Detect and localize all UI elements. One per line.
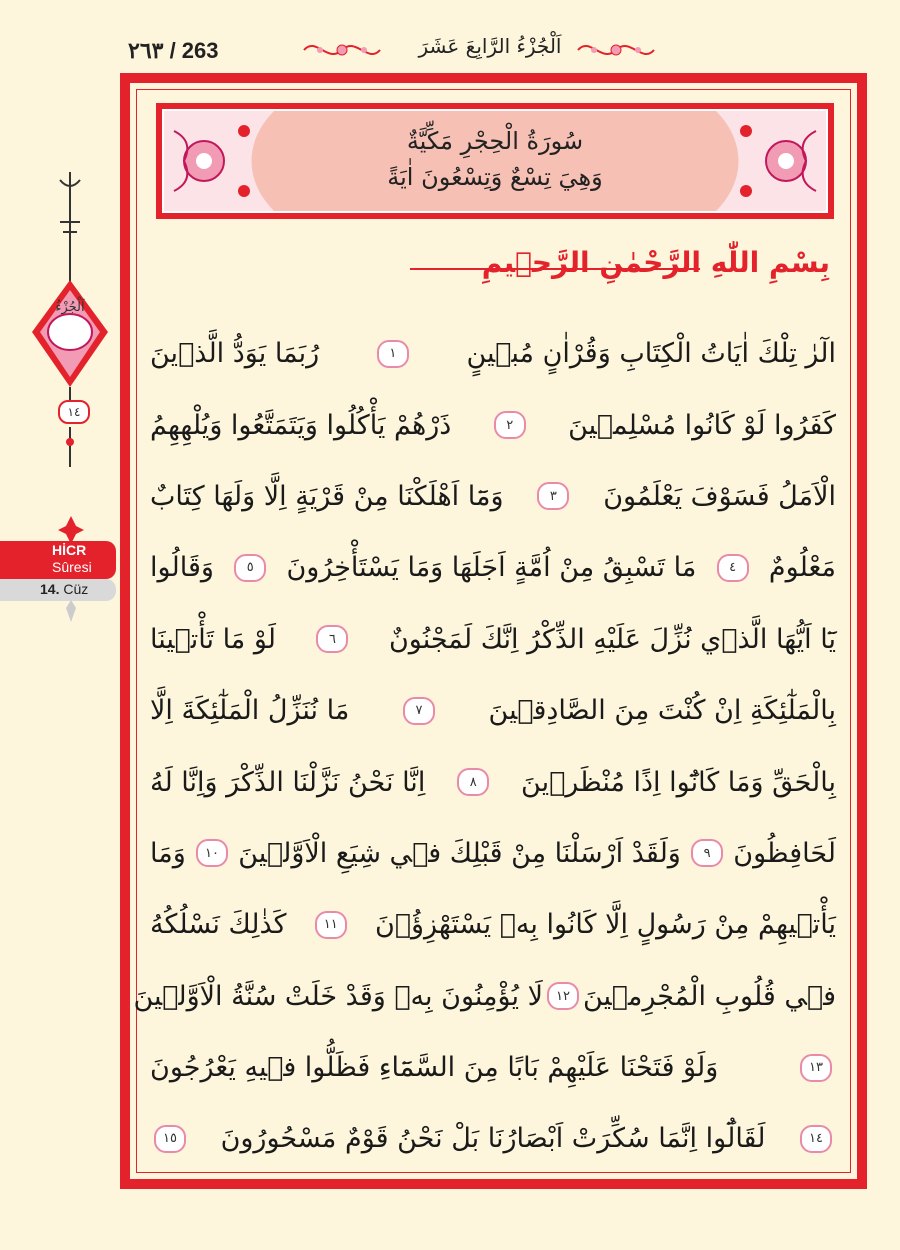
verse-line bbox=[133, 961, 836, 1032]
verse-line bbox=[150, 461, 836, 532]
verse-line bbox=[150, 746, 836, 817]
ayah-number-marker: ٣ bbox=[537, 482, 569, 510]
verse-text: بِالْمَلٰٓئِكَةِ اِنْ كُنْتَ مِنَ الصَّادِق۪ينَ bbox=[488, 695, 836, 727]
ayah-number-marker: ٧ bbox=[403, 697, 435, 725]
basmala: بِسْمِ اللّٰهِ الرَّحْمٰنِ الرَّح۪يمِ bbox=[160, 246, 830, 296]
surah-tab[interactable] bbox=[0, 541, 116, 579]
verse-text: ذَرْهُمْ يَأْكُلُوا وَيَتَمَتَّعُوا وَيُلْهِهِمُ bbox=[150, 409, 452, 441]
ayah-number-marker: ١٤ bbox=[800, 1125, 832, 1153]
ayah-number-marker: ١٢ bbox=[547, 982, 579, 1010]
ayah-number-marker: ٤ bbox=[717, 554, 749, 582]
verse-text: يَٓا اَيُّهَا الَّذ۪ي نُزِّلَ عَلَيْهِ الذِّكْرُ اِنَّكَ لَمَجْنُونٌ bbox=[388, 623, 836, 655]
verse-line bbox=[150, 675, 836, 746]
verse-text: الٓرٰ تِلْكَ اٰيَاتُ الْكِتَابِ وَقُرْاٰنٍ مُب۪ينٍ bbox=[466, 338, 836, 370]
ayah-number-marker: ١٥ bbox=[154, 1125, 186, 1153]
verse-text: لَقَالُٓوا اِنَّمَا سُكِّرَتْ اَبْصَارُنَا بَلْ نَحْنُ قَوْمٌ مَسْحُورُونَ bbox=[220, 1123, 766, 1155]
surah-title: سُورَةُ الْحِجْرِ مَكِّيَّةٌ bbox=[406, 127, 584, 155]
verse-text: اِنَّا نَحْنُ نَزَّلْنَا الذِّكْرَ وَاِنَّا لَهُ bbox=[150, 766, 426, 798]
verse-line bbox=[150, 1103, 836, 1174]
verse-lines bbox=[133, 318, 836, 1175]
header-ornament-right-icon bbox=[576, 38, 656, 62]
verse-line bbox=[150, 889, 836, 960]
tab-ornament-icon bbox=[58, 516, 84, 544]
ayah-number-marker: ٦ bbox=[316, 625, 348, 653]
surah-ornament-left-icon bbox=[164, 111, 274, 211]
juz-label: اَلْجُزْءُ bbox=[55, 300, 85, 315]
verse-line bbox=[150, 1032, 836, 1103]
ayah-number-marker: ٥ bbox=[234, 554, 266, 582]
verse-text: كَذٰلِكَ نَسْلُكُهُ bbox=[150, 909, 287, 941]
verse-text: وَلَوْ فَتَحْنَا عَلَيْهِمْ بَابًا مِنَ السَّمَٓاءِ فَظَلُّوا ف۪يهِ يَعْرُجُونَ bbox=[150, 1052, 719, 1084]
verse-line bbox=[150, 532, 836, 603]
juz-number-badge: ١٤ bbox=[58, 400, 90, 424]
verse-text: لَا يُؤْمِنُونَ بِه۪ وَقَدْ خَلَتْ سُنَّةُ الْاَوَّل۪ينَ bbox=[133, 980, 543, 1012]
verse-text: يَأْت۪يهِمْ مِنْ رَسُولٍ اِلَّا كَانُوا بِه۪ يَسْتَهْزِؤُ۫نَ bbox=[374, 909, 836, 941]
surah-tab-word: Sûresi bbox=[52, 559, 92, 575]
verse-text: وَمَٓا اَهْلَكْنَا مِنْ قَرْيَةٍ اِلَّا وَلَهَا كِتَابٌ bbox=[150, 480, 504, 512]
surah-verse-count: وَهِيَ تِسْعٌ وَتِسْعُونَ اٰيَةً bbox=[387, 163, 603, 191]
verse-text: مَا نُنَزِّلُ الْمَلٰٓئِكَةَ اِلَّا bbox=[150, 695, 350, 727]
verse-text: كَفَرُوا لَوْ كَانُوا مُسْلِم۪ينَ bbox=[568, 409, 836, 441]
ayah-number-marker: ٨ bbox=[457, 768, 489, 796]
verse-text: وَلَقَدْ اَرْسَلْنَا مِنْ قَبْلِكَ ف۪ي شِيَعِ الْاَوَّل۪ينَ bbox=[238, 837, 681, 869]
cuz-tab[interactable] bbox=[0, 579, 116, 601]
verse-text: مَعْلُومٌ bbox=[768, 552, 836, 584]
verse-text: مَا تَسْبِقُ مِنْ اُمَّةٍ اَجَلَهَا وَمَا يَسْتَأْخِرُونَ bbox=[286, 552, 697, 584]
verse-text: بِالْحَقِّ وَمَا كَانُٓوا اِذًا مُنْظَر۪ينَ bbox=[521, 766, 836, 798]
ayah-number-marker: ٩ bbox=[691, 839, 723, 867]
verse-text: لَحَافِظُونَ bbox=[733, 837, 836, 869]
ayah-number-marker: ١٣ bbox=[800, 1054, 832, 1082]
page-number: ٢٦٣ / 263 bbox=[128, 38, 219, 63]
surah-ornament-right-icon bbox=[716, 111, 826, 211]
ayah-number-marker: ١ bbox=[377, 340, 409, 368]
verse-line bbox=[150, 604, 836, 675]
header-ornament-left-icon bbox=[302, 38, 382, 62]
verse-text: الْاَمَلُ فَسَوْفَ يَعْلَمُونَ bbox=[603, 480, 836, 512]
verse-text: وَمَا bbox=[150, 837, 186, 869]
juz-title: اَلْجُزْءُ الرَّابِعَ عَشَرَ bbox=[418, 34, 562, 58]
verse-text: وَقَالُوا bbox=[150, 552, 214, 584]
verse-text: رُبَمَا يَوَدُّ الَّذ۪ينَ bbox=[150, 338, 320, 370]
verse-text: لَوْ مَا تَأْت۪ينَا bbox=[150, 623, 277, 655]
ayah-number-marker: ٢ bbox=[494, 411, 526, 439]
verse-line bbox=[150, 389, 836, 460]
verse-line bbox=[150, 318, 836, 389]
ayah-number-marker: ١١ bbox=[315, 911, 347, 939]
verse-text: ف۪ي قُلُوبِ الْمُجْرِم۪ينَ bbox=[582, 980, 836, 1012]
surah-tab-name: HİCR bbox=[52, 542, 87, 558]
ayah-number-marker: ١٠ bbox=[196, 839, 228, 867]
verse-line bbox=[150, 818, 836, 889]
surah-header bbox=[156, 103, 834, 219]
cuz-tab-number: 14. bbox=[40, 581, 60, 597]
tab-bottom-ornament-icon bbox=[62, 600, 80, 622]
cuz-tab-word: Cüz bbox=[63, 581, 89, 597]
